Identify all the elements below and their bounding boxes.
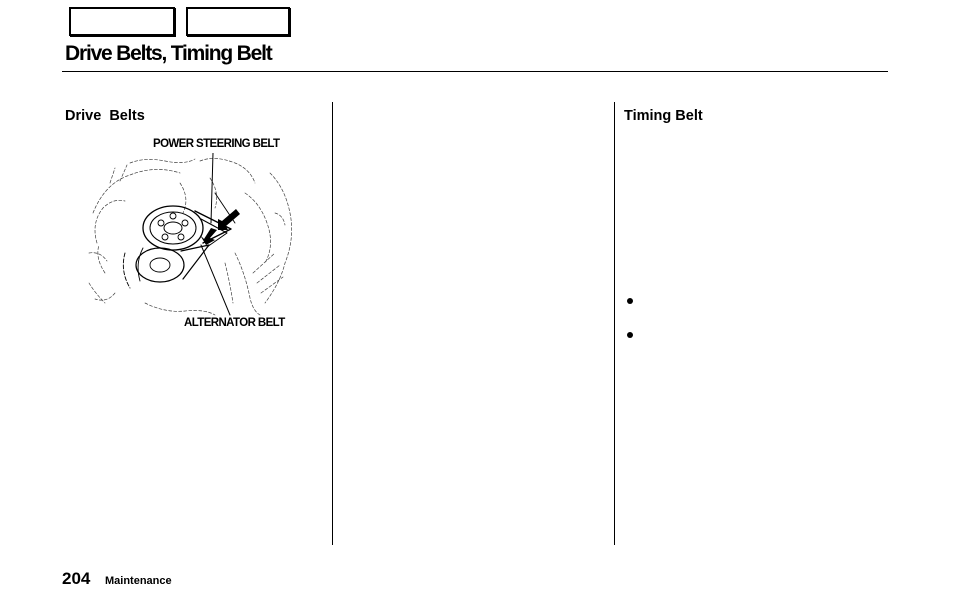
nav-button-next[interactable] xyxy=(186,7,290,36)
title-divider xyxy=(62,71,888,72)
power-steering-belt-label: POWER STEERING BELT xyxy=(153,138,280,150)
column-divider-left xyxy=(332,102,333,545)
timing-belt-heading: Timing Belt xyxy=(624,108,703,124)
nav-button-prev[interactable] xyxy=(69,7,175,36)
engine-belts-illustration xyxy=(85,153,300,318)
page-number: 204 xyxy=(62,569,91,588)
section-name: Maintenance xyxy=(105,575,172,587)
drive-belts-heading: Drive Belts xyxy=(65,108,145,124)
bullet-point xyxy=(627,298,633,304)
page-title: Drive Belts, Timing Belt xyxy=(65,42,272,65)
bullet-point xyxy=(627,332,633,338)
column-divider-right xyxy=(614,102,615,545)
alternator-belt-label: ALTERNATOR BELT xyxy=(184,317,285,329)
